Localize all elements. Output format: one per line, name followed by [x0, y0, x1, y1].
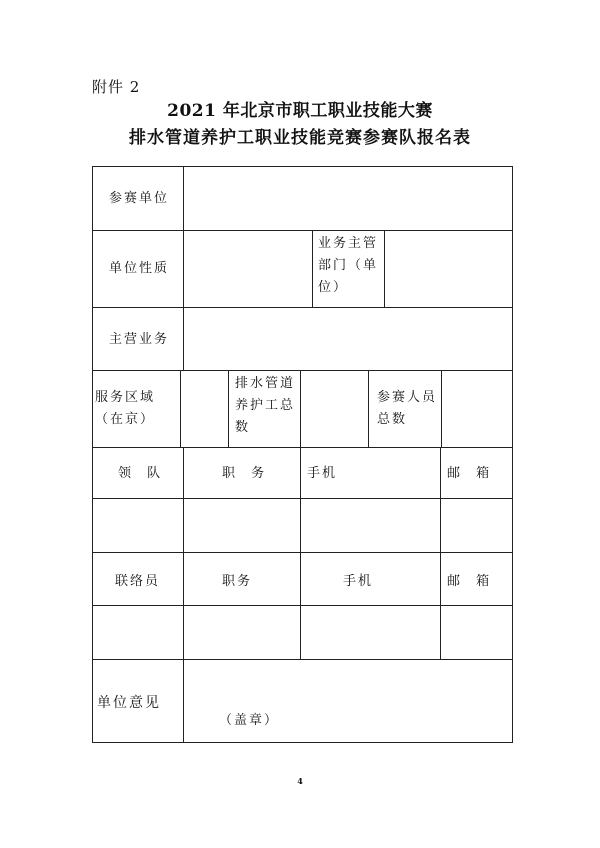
participating-unit-label: 参赛单位 — [109, 191, 170, 206]
service-area-label: 服务区域（在京） — [95, 390, 156, 427]
email-header-2: 邮 箱 — [447, 574, 496, 589]
email-header-1: 邮 箱 — [447, 466, 496, 481]
table-border-bottom — [92, 742, 513, 743]
column-divider — [312, 230, 313, 307]
liaison-label: 联络员 — [115, 574, 161, 589]
participant-total-label: 参赛人员总数 — [377, 390, 438, 427]
mobile-header-2: 手机 — [343, 574, 374, 589]
column-divider — [384, 230, 385, 307]
team-leader-label: 领 队 — [118, 466, 167, 481]
table-row-divider — [92, 659, 513, 660]
seal-label: （盖章） — [219, 713, 280, 728]
table-row-divider — [92, 552, 513, 553]
table-row-divider — [92, 370, 513, 371]
table-row-divider — [92, 447, 513, 448]
document-subtitle: 排水管道养护工职业技能竞赛参赛队报名表 — [129, 128, 471, 148]
mobile-header-1: 手机 — [307, 466, 338, 481]
column-divider — [440, 447, 441, 659]
table-row-divider — [92, 230, 513, 231]
table-row-divider — [92, 498, 513, 499]
column-divider — [441, 370, 442, 447]
column-divider — [300, 447, 301, 659]
table-border-right — [512, 166, 513, 743]
column-divider — [228, 370, 229, 447]
attachment-label: 附件 2 — [92, 78, 141, 96]
supervising-dept-label: 业务主管部门（单位） — [318, 236, 379, 295]
page-number: 4 — [297, 776, 303, 786]
label-column-divider — [183, 166, 184, 370]
table-border-top — [92, 166, 513, 167]
label-column-divider — [183, 447, 184, 659]
main-business-label: 主营业务 — [109, 332, 170, 347]
label-column-divider — [183, 659, 184, 743]
column-divider — [368, 370, 369, 447]
table-row-divider — [92, 307, 513, 308]
document-title: 2021 年北京市职工职业技能大赛 — [167, 101, 433, 121]
unit-opinion-label: 单位意见 — [97, 695, 161, 711]
table-row-divider — [92, 605, 513, 606]
position-header-1: 职 务 — [222, 466, 271, 481]
unit-nature-label: 单位性质 — [109, 261, 170, 276]
table-border-left — [92, 166, 93, 743]
maintenance-worker-total-label: 排水管道养护工总数 — [235, 376, 296, 435]
position-header-2: 职务 — [222, 574, 253, 589]
